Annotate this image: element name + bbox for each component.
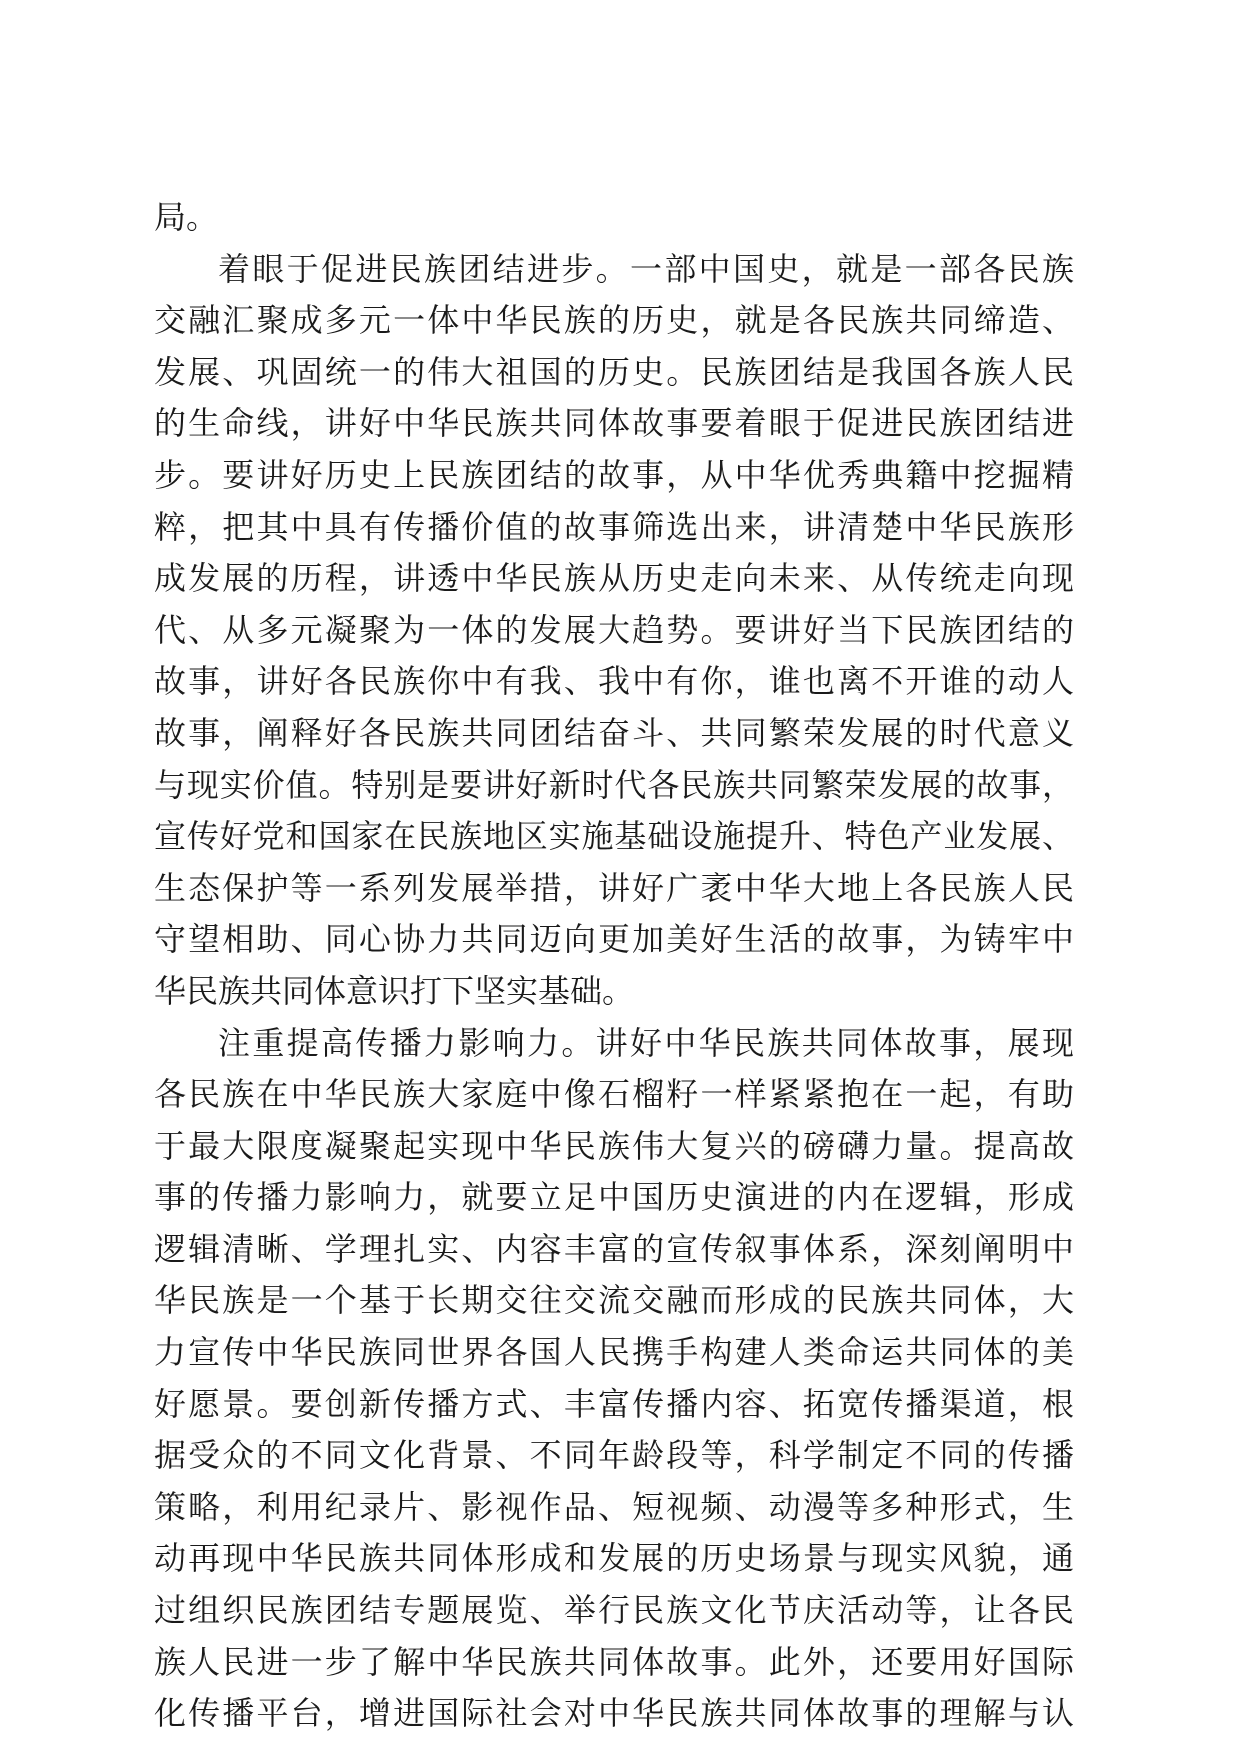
text-line: 各民族在中华民族大家庭中像石榴籽一样紧紧抱在一起，有助: [154, 1075, 1074, 1114]
text-line: 代、从多元凝聚为一体的发展大趋势。要讲好当下民族团结的: [154, 610, 1074, 649]
text-line: 动再现中华民族共同体形成和发展的历史场景与现实风貌，通: [154, 1539, 1074, 1578]
text-line: 据受众的不同文化背景、不同年龄段等，科学制定不同的传播: [154, 1436, 1074, 1475]
text-line: 逻辑清晰、学理扎实、内容丰富的宣传叙事体系，深刻阐明中: [154, 1229, 1074, 1268]
text-line: 粹，把其中具有传播价值的故事筛选出来，讲清楚中华民族形: [154, 507, 1074, 546]
text-line: 局。: [154, 198, 219, 236]
text-line: 华民族是一个基于长期交往交流交融而形成的民族共同体，大: [154, 1281, 1074, 1320]
text-line: 族人民进一步了解中华民族共同体故事。此外，还要用好国际: [154, 1642, 1074, 1681]
text-line: 华民族共同体意识打下坚实基础。: [154, 971, 635, 1010]
text-line: 策略，利用纪录片、影视作品、短视频、动漫等多种形式，生: [154, 1487, 1074, 1526]
text-line: 成发展的历程，讲透中华民族从历史走向未来、从传统走向现: [154, 559, 1074, 598]
text-line: 发展、巩固统一的伟大祖国的历史。民族团结是我国各族人民: [154, 352, 1074, 391]
text-line: 过组织民族团结专题展览、举行民族文化节庆活动等，让各民: [154, 1591, 1074, 1630]
text-line: 宣传好党和国家在民族地区实施基础设施提升、特色产业发展、: [154, 817, 1074, 856]
text-line: 化传播平台，增进国际社会对中华民族共同体故事的理解与认: [154, 1694, 1074, 1733]
paragraph-first-line: 着眼于促进民族团结进步。一部中国史，就是一部各民族: [218, 249, 1074, 288]
text-line: 步。要讲好历史上民族团结的故事，从中华优秀典籍中挖掘精: [154, 455, 1074, 494]
text-line: 故事，讲好各民族你中有我、我中有你，谁也离不开谁的动人: [154, 662, 1074, 701]
text-line: 力宣传中华民族同世界各国人民携手构建人类命运共同体的美: [154, 1333, 1074, 1372]
text-line: 事的传播力影响力，就要立足中国历史演进的内在逻辑，形成: [154, 1178, 1074, 1217]
text-line: 好愿景。要创新传播方式、丰富传播内容、拓宽传播渠道，根: [154, 1384, 1074, 1423]
paragraph-first-line: 注重提高传播力影响力。讲好中华民族共同体故事，展现: [218, 1023, 1074, 1062]
text-line: 的生命线，讲好中华民族共同体故事要着眼于促进民族团结进: [154, 404, 1074, 443]
text-line: 生态保护等一系列发展举措，讲好广袤中华大地上各民族人民: [154, 868, 1074, 907]
text-line: 守望相助、同心协力共同迈向更加美好生活的故事，为铸牢中: [154, 920, 1074, 959]
text-line: 于最大限度凝聚起实现中华民族伟大复兴的磅礴力量。提高故: [154, 1126, 1074, 1165]
text-line: 与现实价值。特别是要讲好新时代各民族共同繁荣发展的故事，: [154, 765, 1074, 804]
text-line: 交融汇聚成多元一体中华民族的历史，就是各民族共同缔造、: [154, 301, 1074, 340]
text-line: 故事，阐释好各民族共同团结奋斗、共同繁荣发展的时代意义: [154, 713, 1074, 752]
document-body: [154, 192, 1074, 1740]
